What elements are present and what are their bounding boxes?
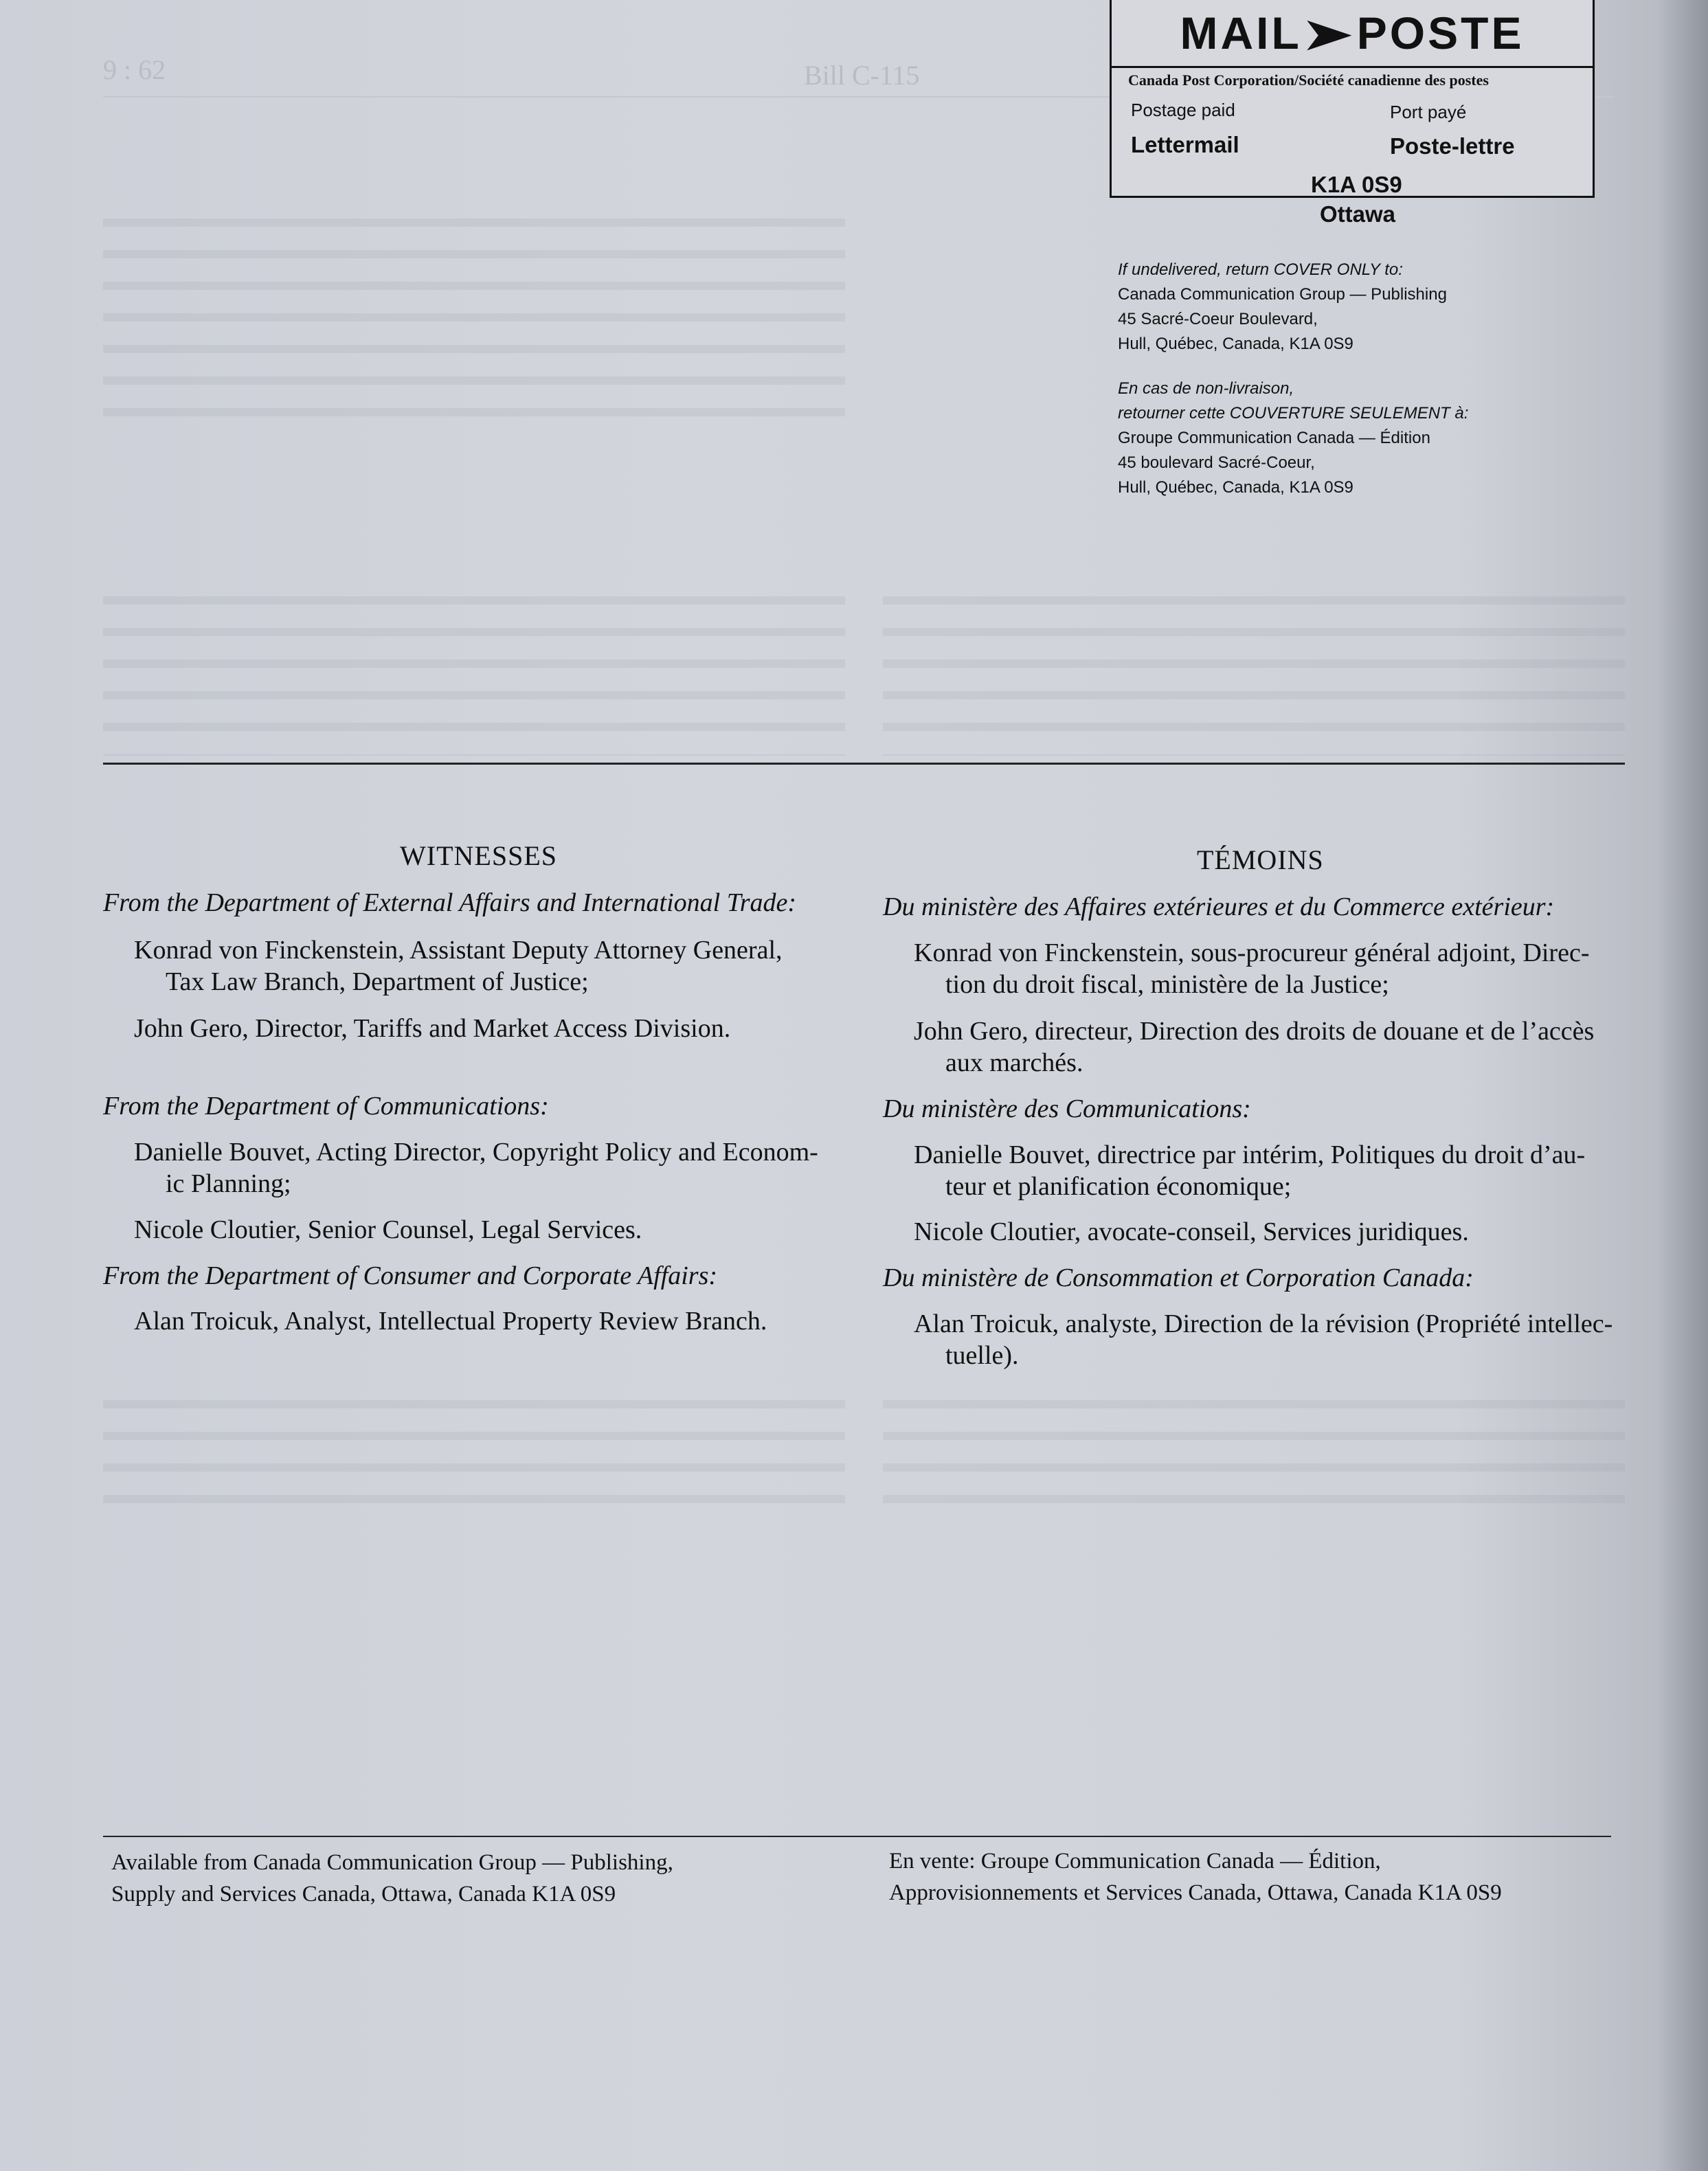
mail-postal-code: K1A 0S9 [1311, 172, 1402, 197]
witness-line: Danielle Bouvet, Acting Director, Copyright Policy and Econom- [134, 1138, 818, 1167]
postage-paid-en: Postage paid [1131, 100, 1235, 120]
mail-separator [1112, 66, 1593, 68]
witness-line: John Gero, Director, Tariffs and Market Access Division. [134, 1014, 731, 1043]
dept-heading-fr: Du ministère des Communications: [883, 1094, 1251, 1123]
footer-availability-fr [889, 1845, 1502, 1909]
witnesses-heading: WITNESSES [400, 840, 557, 871]
footer-line: En vente: Groupe Communication Canada — Édition, [889, 1849, 1381, 1874]
postage-paid-fr: Port payé [1390, 102, 1467, 122]
witness-entry-en [134, 1214, 862, 1246]
witness-entry-fr [914, 1308, 1642, 1371]
witness-line: aux marchés. [945, 1048, 1083, 1077]
return-line: 45 Sacré-Coeur Boulevard, [1118, 310, 1318, 328]
witness-line: tuelle). [945, 1341, 1019, 1370]
mail-brand-right: POSTE [1356, 8, 1525, 58]
footer-divider [103, 1836, 1611, 1837]
return-line: 45 boulevard Sacré-Coeur, [1118, 453, 1315, 472]
return-heading-fr: retourner cette COUVERTURE SEULEMENT à: [1118, 404, 1469, 423]
footer-availability-en [111, 1847, 673, 1910]
witness-line: Nicole Cloutier, Senior Counsel, Legal Services. [134, 1215, 642, 1244]
witness-line: tion du droit fiscal, ministère de la Justice; [945, 970, 1389, 999]
arrow-icon: ➤ [1302, 11, 1356, 58]
ghost-text-left-low [103, 1381, 845, 1518]
return-address-en [1118, 258, 1447, 357]
temoins-heading: TÉMOINS [1197, 844, 1324, 875]
dept-heading-en: From the Department of Consumer and Corporate Affairs: [103, 1261, 718, 1290]
ghost-text-left-mid [103, 577, 845, 756]
return-line: Groupe Communication Canada — Édition [1118, 429, 1430, 447]
footer-line: Approvisionnements et Services Canada, Ottawa, Canada K1A 0S9 [889, 1880, 1502, 1905]
witness-line: John Gero, directeur, Direction des droits de douane et de l’accès [914, 1017, 1595, 1046]
ghost-bill-number: Bill C-115 [804, 60, 920, 91]
mail-corporation: Canada Post Corporation/Société canadienne des postes [1128, 71, 1489, 89]
witness-entry-en [134, 934, 862, 998]
ghost-page-number: 9 : 62 [103, 54, 166, 85]
return-line: Hull, Québec, Canada, K1A 0S9 [1118, 335, 1353, 353]
ghost-text-right-mid [883, 577, 1625, 756]
witness-entry-fr [914, 937, 1642, 1000]
dept-heading-fr: Du ministère de Consommation et Corporation Canada: [883, 1263, 1474, 1292]
witness-line: Alan Troicuk, analyste, Direction de la révision (Propriété intellec- [914, 1309, 1613, 1338]
witness-entry-fr [914, 1015, 1642, 1079]
ghost-text-right-low [883, 1381, 1625, 1518]
mail-poste-indicia [1110, 0, 1595, 227]
footer-line: Supply and Services Canada, Ottawa, Canada K1A 0S9 [111, 1882, 616, 1906]
mail-city: Ottawa [1320, 201, 1396, 227]
footer-line: Available from Canada Communication Group — Publishing, [111, 1850, 673, 1875]
witness-entry-fr [914, 1139, 1642, 1202]
witness-line: Danielle Bouvet, directrice par intérim, Politiques du droit d’au- [914, 1140, 1586, 1169]
return-heading-en: If undelivered, return COVER ONLY to: [1118, 260, 1403, 279]
witness-line: Tax Law Branch, Department of Justice; [166, 967, 589, 996]
witness-line: ic Planning; [166, 1169, 291, 1198]
witness-line: Nicole Cloutier, avocate-conseil, Services juridiques. [914, 1217, 1469, 1246]
mail-brand-left: MAIL [1180, 8, 1302, 58]
dept-heading-en: From the Department of Communications: [103, 1092, 549, 1121]
return-address-fr [1118, 376, 1468, 500]
witness-entry-en [134, 1305, 862, 1337]
dept-heading-en: From the Department of External Affairs and International Trade: [103, 888, 797, 917]
witness-entry-en [134, 1136, 862, 1200]
witness-line: Konrad von Finckenstein, sous-procureur général adjoint, Direc- [914, 938, 1590, 967]
ghost-text-left-top [103, 199, 845, 419]
lettermail-en: Lettermail [1131, 132, 1239, 157]
witness-line: teur et planification économique; [945, 1172, 1292, 1201]
return-line: Canada Communication Group — Publishing [1118, 285, 1447, 304]
witness-entry-fr [914, 1216, 1642, 1248]
witness-line: Konrad von Finckenstein, Assistant Deputy Attorney General, [134, 936, 783, 965]
return-line: Hull, Québec, Canada, K1A 0S9 [1118, 478, 1353, 497]
dept-heading-fr: Du ministère des Affaires extérieures et du Commerce extérieur: [883, 892, 1555, 921]
witness-line: Alan Troicuk, Analyst, Intellectual Property Review Branch. [134, 1307, 767, 1336]
mail-poste-logo [1112, 7, 1593, 59]
witness-entry-en [134, 1013, 862, 1044]
lettermail-fr: Poste-lettre [1390, 133, 1515, 159]
return-heading-fr: En cas de non-livraison, [1118, 379, 1294, 398]
section-divider [103, 763, 1625, 765]
